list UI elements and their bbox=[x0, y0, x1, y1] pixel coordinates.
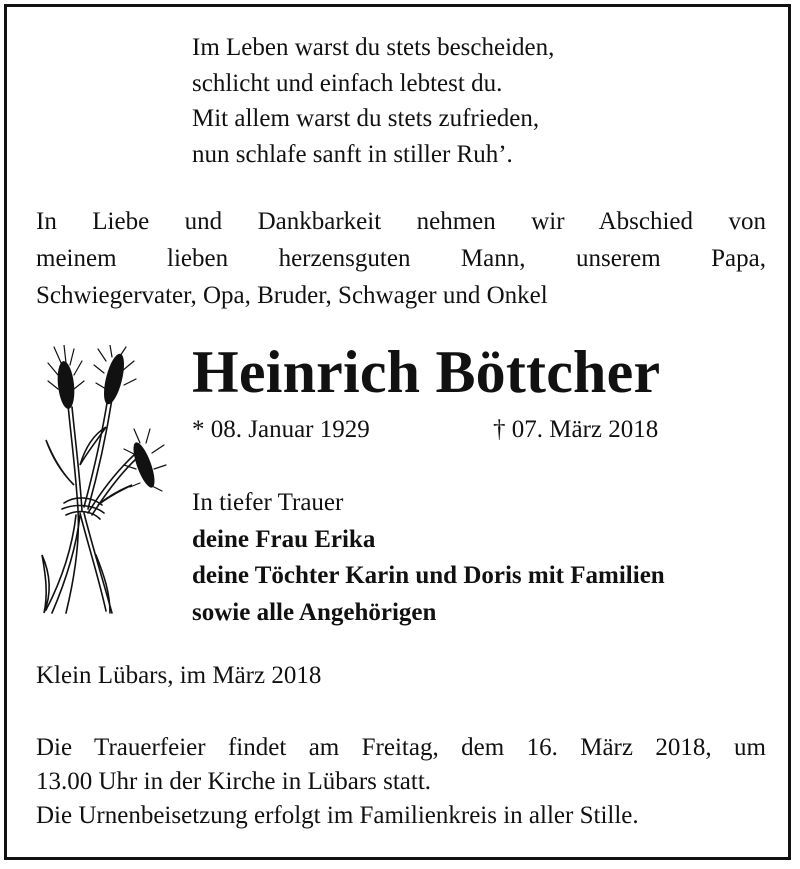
mourners-list bbox=[192, 485, 665, 631]
memorial-poem bbox=[192, 30, 554, 172]
mourner-line: deine Frau Erika bbox=[192, 525, 376, 553]
poem-line: Mit allem warst du stets zufrieden, bbox=[192, 105, 540, 132]
poem-line: schlicht und einfach lebtest du. bbox=[192, 69, 503, 97]
intro-line: meinem lieben herzensguten Mann, unserem Papa, bbox=[36, 245, 766, 272]
wheat-sheaf-icon bbox=[36, 345, 168, 620]
funeral-line: Die Trauerfeier findet am Freitag, dem 16. März 2018, um bbox=[36, 734, 766, 761]
farewell-intro bbox=[36, 203, 766, 314]
deceased-name: Heinrich Böttcher bbox=[192, 339, 661, 405]
intro-line: Schwiegervater, Opa, Bruder, Schwager und Onkel bbox=[36, 282, 548, 309]
death-date: † 07. März 2018 bbox=[493, 416, 659, 443]
poem-line: Im Leben warst du stets bescheiden, bbox=[192, 34, 555, 61]
birth-date: * 08. Januar 1929 bbox=[192, 416, 370, 443]
funeral-line: Die Urnenbeisetzung erfolgt im Familienkreis in aller Stille. bbox=[36, 802, 639, 829]
place-date: Klein Lübars, im März 2018 bbox=[36, 662, 322, 689]
funeral-line: 13.00 Uhr in der Kirche in Lübars statt. bbox=[36, 768, 432, 795]
mourner-line: sowie alle Angehörigen bbox=[192, 598, 437, 626]
mourner-line: deine Töchter Karin und Doris mit Familien bbox=[192, 562, 665, 589]
mourners-intro: In tiefer Trauer bbox=[192, 489, 344, 516]
funeral-info bbox=[36, 731, 766, 833]
intro-line: In Liebe und Dankbarkeit nehmen wir Abschied von bbox=[36, 208, 766, 235]
poem-line: nun schlafe sanft in stiller Ruh’. bbox=[192, 140, 513, 168]
